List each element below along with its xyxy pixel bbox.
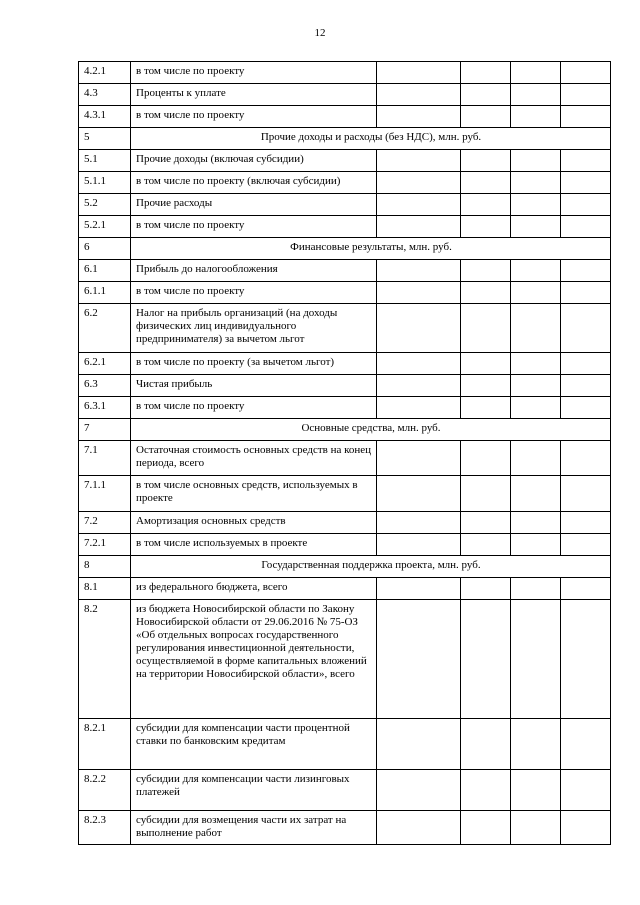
- value-cell: [561, 353, 611, 375]
- row-label: субсидии для компенсации части лизинговых платежей: [131, 770, 377, 811]
- table-row: [79, 260, 611, 282]
- value-cell: [377, 811, 461, 845]
- value-cell: [511, 441, 561, 476]
- page-number: 12: [314, 27, 326, 39]
- row-label: Проценты к уплате: [131, 84, 377, 106]
- value-cell: [461, 600, 511, 719]
- value-cell: [561, 282, 611, 304]
- table-row: [79, 216, 611, 238]
- value-cell: [377, 719, 461, 770]
- value-cell: [511, 172, 561, 194]
- value-cell: [377, 353, 461, 375]
- value-cell: [461, 216, 511, 238]
- section-title: Прочие доходы и расходы (без НДС), млн. руб.: [131, 128, 611, 150]
- value-cell: [377, 770, 461, 811]
- row-number: 4.2.1: [79, 62, 131, 84]
- row-label: из федерального бюджета, всего: [131, 578, 377, 600]
- value-cell: [511, 304, 561, 353]
- financial-indicators-table: [78, 61, 611, 845]
- table-row: [79, 304, 611, 353]
- value-cell: [561, 476, 611, 512]
- value-cell: [377, 512, 461, 534]
- row-number: 7.2: [79, 512, 131, 534]
- value-cell: [377, 62, 461, 84]
- value-cell: [561, 150, 611, 172]
- value-cell: [511, 719, 561, 770]
- row-label: в том числе по проекту: [131, 282, 377, 304]
- value-cell: [461, 282, 511, 304]
- value-cell: [561, 106, 611, 128]
- value-cell: [461, 84, 511, 106]
- value-cell: [511, 512, 561, 534]
- row-number: 6.3.1: [79, 397, 131, 419]
- value-cell: [377, 84, 461, 106]
- value-cell: [511, 397, 561, 419]
- value-cell: [461, 172, 511, 194]
- value-cell: [461, 194, 511, 216]
- row-number: 5.2.1: [79, 216, 131, 238]
- row-label: в том числе используемых в проекте: [131, 534, 377, 556]
- value-cell: [377, 600, 461, 719]
- table-row: [79, 172, 611, 194]
- row-number: 7.2.1: [79, 534, 131, 556]
- value-cell: [377, 150, 461, 172]
- value-cell: [561, 397, 611, 419]
- value-cell: [511, 476, 561, 512]
- table-row: [79, 150, 611, 172]
- value-cell: [377, 106, 461, 128]
- value-cell: [561, 375, 611, 397]
- table-row: [79, 375, 611, 397]
- row-label: в том числе по проекту: [131, 106, 377, 128]
- value-cell: [561, 441, 611, 476]
- table-section-row: [79, 128, 611, 150]
- value-cell: [511, 150, 561, 172]
- table-row: [79, 811, 611, 845]
- row-number: 8.2.2: [79, 770, 131, 811]
- row-number: 7: [79, 419, 131, 441]
- value-cell: [561, 811, 611, 845]
- value-cell: [561, 260, 611, 282]
- value-cell: [461, 476, 511, 512]
- value-cell: [377, 476, 461, 512]
- value-cell: [377, 397, 461, 419]
- value-cell: [461, 353, 511, 375]
- value-cell: [377, 375, 461, 397]
- row-number: 8.1: [79, 578, 131, 600]
- table-row: [79, 62, 611, 84]
- row-number: 6: [79, 238, 131, 260]
- row-number: 6.3: [79, 375, 131, 397]
- value-cell: [511, 260, 561, 282]
- value-cell: [377, 534, 461, 556]
- table-row: [79, 397, 611, 419]
- table-row: [79, 600, 611, 719]
- row-label: в том числе по проекту: [131, 397, 377, 419]
- value-cell: [377, 578, 461, 600]
- table-row: [79, 512, 611, 534]
- row-label: Остаточная стоимость основных средств на конец периода, всего: [131, 441, 377, 476]
- row-label: Налог на прибыль организаций (на доходы физических лиц индивидуального предпринимателя) за вычетом льгот: [131, 304, 377, 353]
- value-cell: [511, 534, 561, 556]
- value-cell: [561, 216, 611, 238]
- value-cell: [461, 304, 511, 353]
- table-row: [79, 441, 611, 476]
- value-cell: [511, 811, 561, 845]
- value-cell: [461, 512, 511, 534]
- value-cell: [511, 194, 561, 216]
- value-cell: [511, 600, 561, 719]
- value-cell: [377, 260, 461, 282]
- row-number: 8.2.3: [79, 811, 131, 845]
- value-cell: [511, 375, 561, 397]
- value-cell: [461, 375, 511, 397]
- row-number: 8.2.1: [79, 719, 131, 770]
- section-title: Основные средства, млн. руб.: [131, 419, 611, 441]
- table-row: [79, 578, 611, 600]
- value-cell: [511, 106, 561, 128]
- row-label: Прочие расходы: [131, 194, 377, 216]
- table-row: [79, 194, 611, 216]
- value-cell: [461, 441, 511, 476]
- section-title: Финансовые результаты, млн. руб.: [131, 238, 611, 260]
- row-number: 6.1: [79, 260, 131, 282]
- row-number: 5.2: [79, 194, 131, 216]
- row-label: Чистая прибыль: [131, 375, 377, 397]
- table-section-row: [79, 556, 611, 578]
- row-number: 4.3.1: [79, 106, 131, 128]
- table-section-row: [79, 238, 611, 260]
- value-cell: [561, 578, 611, 600]
- row-number: 7.1: [79, 441, 131, 476]
- value-cell: [511, 216, 561, 238]
- value-cell: [377, 194, 461, 216]
- row-label: субсидии для компенсации части процентной ставки по банковским кредитам: [131, 719, 377, 770]
- value-cell: [461, 719, 511, 770]
- row-label: в том числе по проекту: [131, 216, 377, 238]
- table-row: [79, 106, 611, 128]
- value-cell: [377, 304, 461, 353]
- row-label: в том числе по проекту (включая субсидии): [131, 172, 377, 194]
- table-row: [79, 534, 611, 556]
- value-cell: [561, 534, 611, 556]
- value-cell: [511, 578, 561, 600]
- table-row: [79, 282, 611, 304]
- value-cell: [561, 62, 611, 84]
- row-label: Прибыль до налогообложения: [131, 260, 377, 282]
- row-number: 6.2: [79, 304, 131, 353]
- row-number: 5.1.1: [79, 172, 131, 194]
- value-cell: [377, 216, 461, 238]
- row-number: 6.1.1: [79, 282, 131, 304]
- value-cell: [461, 62, 511, 84]
- value-cell: [461, 397, 511, 419]
- row-label: в том числе по проекту (за вычетом льгот): [131, 353, 377, 375]
- value-cell: [561, 84, 611, 106]
- value-cell: [461, 534, 511, 556]
- row-number: 4.3: [79, 84, 131, 106]
- value-cell: [561, 304, 611, 353]
- row-label: из бюджета Новосибирской области по Закону Новосибирской области от 29.06.2016 № 75-ОЗ «Об отдельных вопросах государственного регулирования инвестиционной деятельности, осуществляемой в форме капитальных вложений на территории Новосибирской области», всего: [131, 600, 377, 719]
- value-cell: [561, 172, 611, 194]
- value-cell: [511, 282, 561, 304]
- section-title: Государственная поддержка проекта, млн. руб.: [131, 556, 611, 578]
- table-section-row: [79, 419, 611, 441]
- value-cell: [377, 172, 461, 194]
- value-cell: [561, 719, 611, 770]
- value-cell: [461, 578, 511, 600]
- row-number: 5.1: [79, 150, 131, 172]
- value-cell: [511, 84, 561, 106]
- value-cell: [377, 282, 461, 304]
- value-cell: [511, 62, 561, 84]
- table-row: [79, 353, 611, 375]
- row-number: 5: [79, 128, 131, 150]
- value-cell: [377, 441, 461, 476]
- row-label: в том числе по проекту: [131, 62, 377, 84]
- value-cell: [561, 194, 611, 216]
- value-cell: [461, 260, 511, 282]
- row-number: 8: [79, 556, 131, 578]
- row-number: 7.1.1: [79, 476, 131, 512]
- value-cell: [461, 811, 511, 845]
- row-number: 6.2.1: [79, 353, 131, 375]
- value-cell: [511, 353, 561, 375]
- value-cell: [511, 770, 561, 811]
- value-cell: [461, 106, 511, 128]
- row-label: Амортизация основных средств: [131, 512, 377, 534]
- row-label: Прочие доходы (включая субсидии): [131, 150, 377, 172]
- value-cell: [561, 512, 611, 534]
- table-row: [79, 476, 611, 512]
- value-cell: [461, 150, 511, 172]
- table-row: [79, 84, 611, 106]
- row-number: 8.2: [79, 600, 131, 719]
- row-label: субсидии для возмещения части их затрат на выполнение работ: [131, 811, 377, 845]
- value-cell: [561, 600, 611, 719]
- row-label: в том числе основных средств, используемых в проекте: [131, 476, 377, 512]
- value-cell: [561, 770, 611, 811]
- table-row: [79, 770, 611, 811]
- table-row: [79, 719, 611, 770]
- value-cell: [461, 770, 511, 811]
